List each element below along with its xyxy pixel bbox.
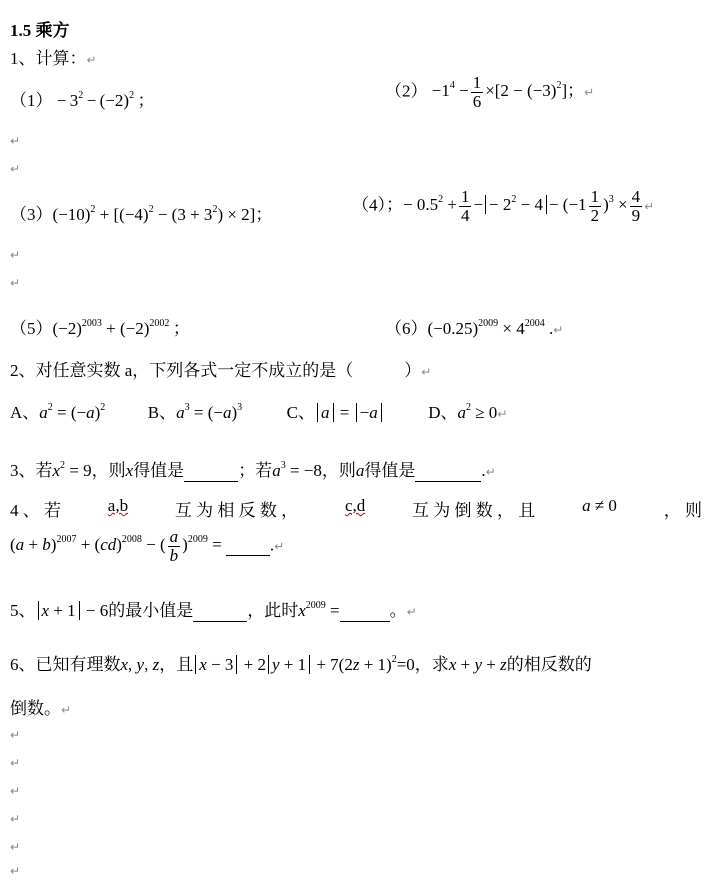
q4-text-1: 互 为 相 反 数 ， <box>174 501 299 520</box>
q3-lead: 3、若 <box>10 461 53 480</box>
q5-text-2: ，此时 <box>247 601 299 620</box>
problem-4-expression: ；− $0.5^2$ + $\frac{1}{4}$ − − $2^2 - 4 - (-1$ $\frac{1}{2}$ )$^3$ × $\frac{4}{9}$ <box>386 187 641 225</box>
paragraph-mark-icon: ↵ <box>10 728 21 742</box>
option-a: A、$a^2 = (-a)^2$ <box>10 402 106 422</box>
q2-options <box>10 398 507 423</box>
q6-text-1: ，且 <box>159 655 194 674</box>
paragraph-mark-icon: ↵ <box>10 840 21 854</box>
paragraph-mark-icon: ↵ <box>406 605 417 619</box>
option-d-label: D、 <box>428 403 458 422</box>
q3-text-2: 得值是 <box>133 461 185 480</box>
q1-problem-4 <box>352 188 654 225</box>
paragraph-mark-icon: ↵ <box>421 365 432 379</box>
fraction-denominator: 6 <box>472 91 482 111</box>
q1-problem-3 <box>10 200 272 225</box>
q1-header-text: 1、计算： <box>10 49 87 68</box>
q1-header <box>10 44 97 69</box>
paragraph-mark-icon: ↵ <box>274 539 285 554</box>
paragraph-mark-icon: ↵ <box>553 323 564 337</box>
option-a-label: A、 <box>10 403 40 422</box>
q5-lead: 5、 <box>10 601 36 620</box>
q4-expression: $(a + b)^{2007} + (cd)^{2008}$ − ( $\frac{a}{b}$ )$^{2009}$ = <box>10 527 226 565</box>
q4-lead: 4 、 若 <box>10 501 61 520</box>
paragraph-mark-icon: ↵ <box>584 85 595 100</box>
problem-2-expression: $-1^4$ − $\frac{1}{6}$ $\times[2 - (-3)^2]$； <box>431 73 585 111</box>
problem-6-expression: $(-0.25)^{2009} \times 4^{2004}$ . <box>427 318 554 338</box>
problem-3-expression: $(-10)^2 + [(-4)^2 - (3 + 3^2) \times 2]$； <box>52 204 273 224</box>
q4-condition: a ≠ 0 <box>582 496 617 515</box>
q4-cd: c,d <box>344 496 366 515</box>
problem-2-label: （2） <box>385 81 428 101</box>
q4-ab: a,b <box>107 496 129 515</box>
q6-line-1: 6、已知有理数x, y, z，且 x − 3 + 2 $y + 1 + 7(2z + 1)^2=0$，求x + y + z的相反数的 <box>10 654 592 674</box>
problem-1-expression: − $3^2 - (-2)^2$ ； <box>56 90 155 110</box>
paragraph-mark-icon: ↵ <box>10 134 21 148</box>
q5-text-3: 。 <box>389 601 407 620</box>
paragraph-mark-icon: ↵ <box>10 276 21 290</box>
fraction-numerator: 1 <box>472 73 482 92</box>
fraction-numerator: 1 <box>590 187 600 206</box>
page-title <box>10 16 70 41</box>
paragraph-mark-icon: ↵ <box>10 812 21 826</box>
problem-5-expression: $(-2)^{2003} + (-2)^{2002}$ ； <box>52 318 190 338</box>
paragraph-mark-icon: ↵ <box>10 162 21 176</box>
title-text: 1.5 乘方 <box>10 21 70 40</box>
answer-blank[interactable] <box>340 601 390 622</box>
q2-question <box>10 356 431 381</box>
fraction-numerator: 1 <box>460 187 470 206</box>
q3-text-4: ，则 <box>321 461 356 480</box>
q5-text-1: 的最小值是 <box>108 601 194 620</box>
q3-text-5: 得值是 <box>364 461 416 480</box>
q3-text-3: ；若 <box>238 461 273 480</box>
paragraph-mark-icon: ↵ <box>86 53 97 67</box>
fraction-denominator: 9 <box>631 205 641 225</box>
paragraph-mark-icon: ↵ <box>485 465 496 479</box>
q4-text-3: ， 则 <box>663 501 702 520</box>
q2-text: 2、对任意实数 a，下列各式一定不成立的是（ ） <box>10 361 422 380</box>
paragraph-mark-icon: ↵ <box>61 703 72 717</box>
q1-problem-1 <box>10 86 154 111</box>
option-c-label: C、 <box>286 403 315 422</box>
answer-blank[interactable] <box>193 601 247 622</box>
fraction-denominator: 4 <box>460 205 470 225</box>
q1-problem-6 <box>385 314 563 339</box>
q1-problem-5 <box>10 314 190 339</box>
paragraph-mark-icon: ↵ <box>10 784 21 798</box>
option-b-label: B、 <box>147 403 177 422</box>
problem-4-label: （4） <box>352 195 386 215</box>
paragraph-mark-icon: ↵ <box>497 407 508 421</box>
q5-question: 5、 x + 1 − 6的最小值是 ，此时$x^{2009}$ = 。↵ <box>10 600 417 620</box>
problem-3-label: （3） <box>10 205 53 224</box>
q4-text-2: 互 为 倒 数 ， 且 <box>412 501 536 520</box>
option-d: D、$a^2 \ge 0$ <box>428 402 498 422</box>
q6-lead: 6、已知有理数 <box>10 655 121 674</box>
option-b: B、$a^3 = (-a)^3$ <box>147 402 243 422</box>
q6-text-3: 的相反数的 <box>506 655 592 674</box>
problem-5-label: （5） <box>10 319 53 338</box>
answer-blank[interactable] <box>226 535 270 556</box>
fraction-numerator: 4 <box>631 187 641 206</box>
option-c: C、 a = −a <box>287 403 384 422</box>
fraction-denominator: 2 <box>590 205 600 225</box>
problem-1-label: （1） <box>10 91 53 110</box>
paragraph-mark-icon: ↵ <box>644 199 655 214</box>
q6-line-2-text: 倒数。 <box>10 699 61 718</box>
answer-blank[interactable] <box>184 461 238 482</box>
answer-blank[interactable] <box>415 461 481 482</box>
paragraph-mark-icon: ↵ <box>10 248 21 262</box>
q1-problem-2 <box>385 74 594 111</box>
paragraph-mark-icon: ↵ <box>10 864 21 878</box>
q4-line-2: $(a + b)^{2007} + (cd)^{2008}$ − ( $\frac{a}{b}$ )$^{2009}$ = .↵ <box>10 527 285 565</box>
q6-line-2 <box>10 694 71 719</box>
paragraph-mark-icon: ↵ <box>10 756 21 770</box>
q4-line-1 <box>10 496 702 521</box>
q3-text-1: ，则 <box>91 461 126 480</box>
problem-6-label: （6） <box>385 319 428 338</box>
q3-question: 3、若$x^2 = 9$，则x得值是 ；若$a^3 = -8$，则a得值是 .↵ <box>10 460 496 480</box>
q6-text-2: =0，求 <box>396 655 449 674</box>
